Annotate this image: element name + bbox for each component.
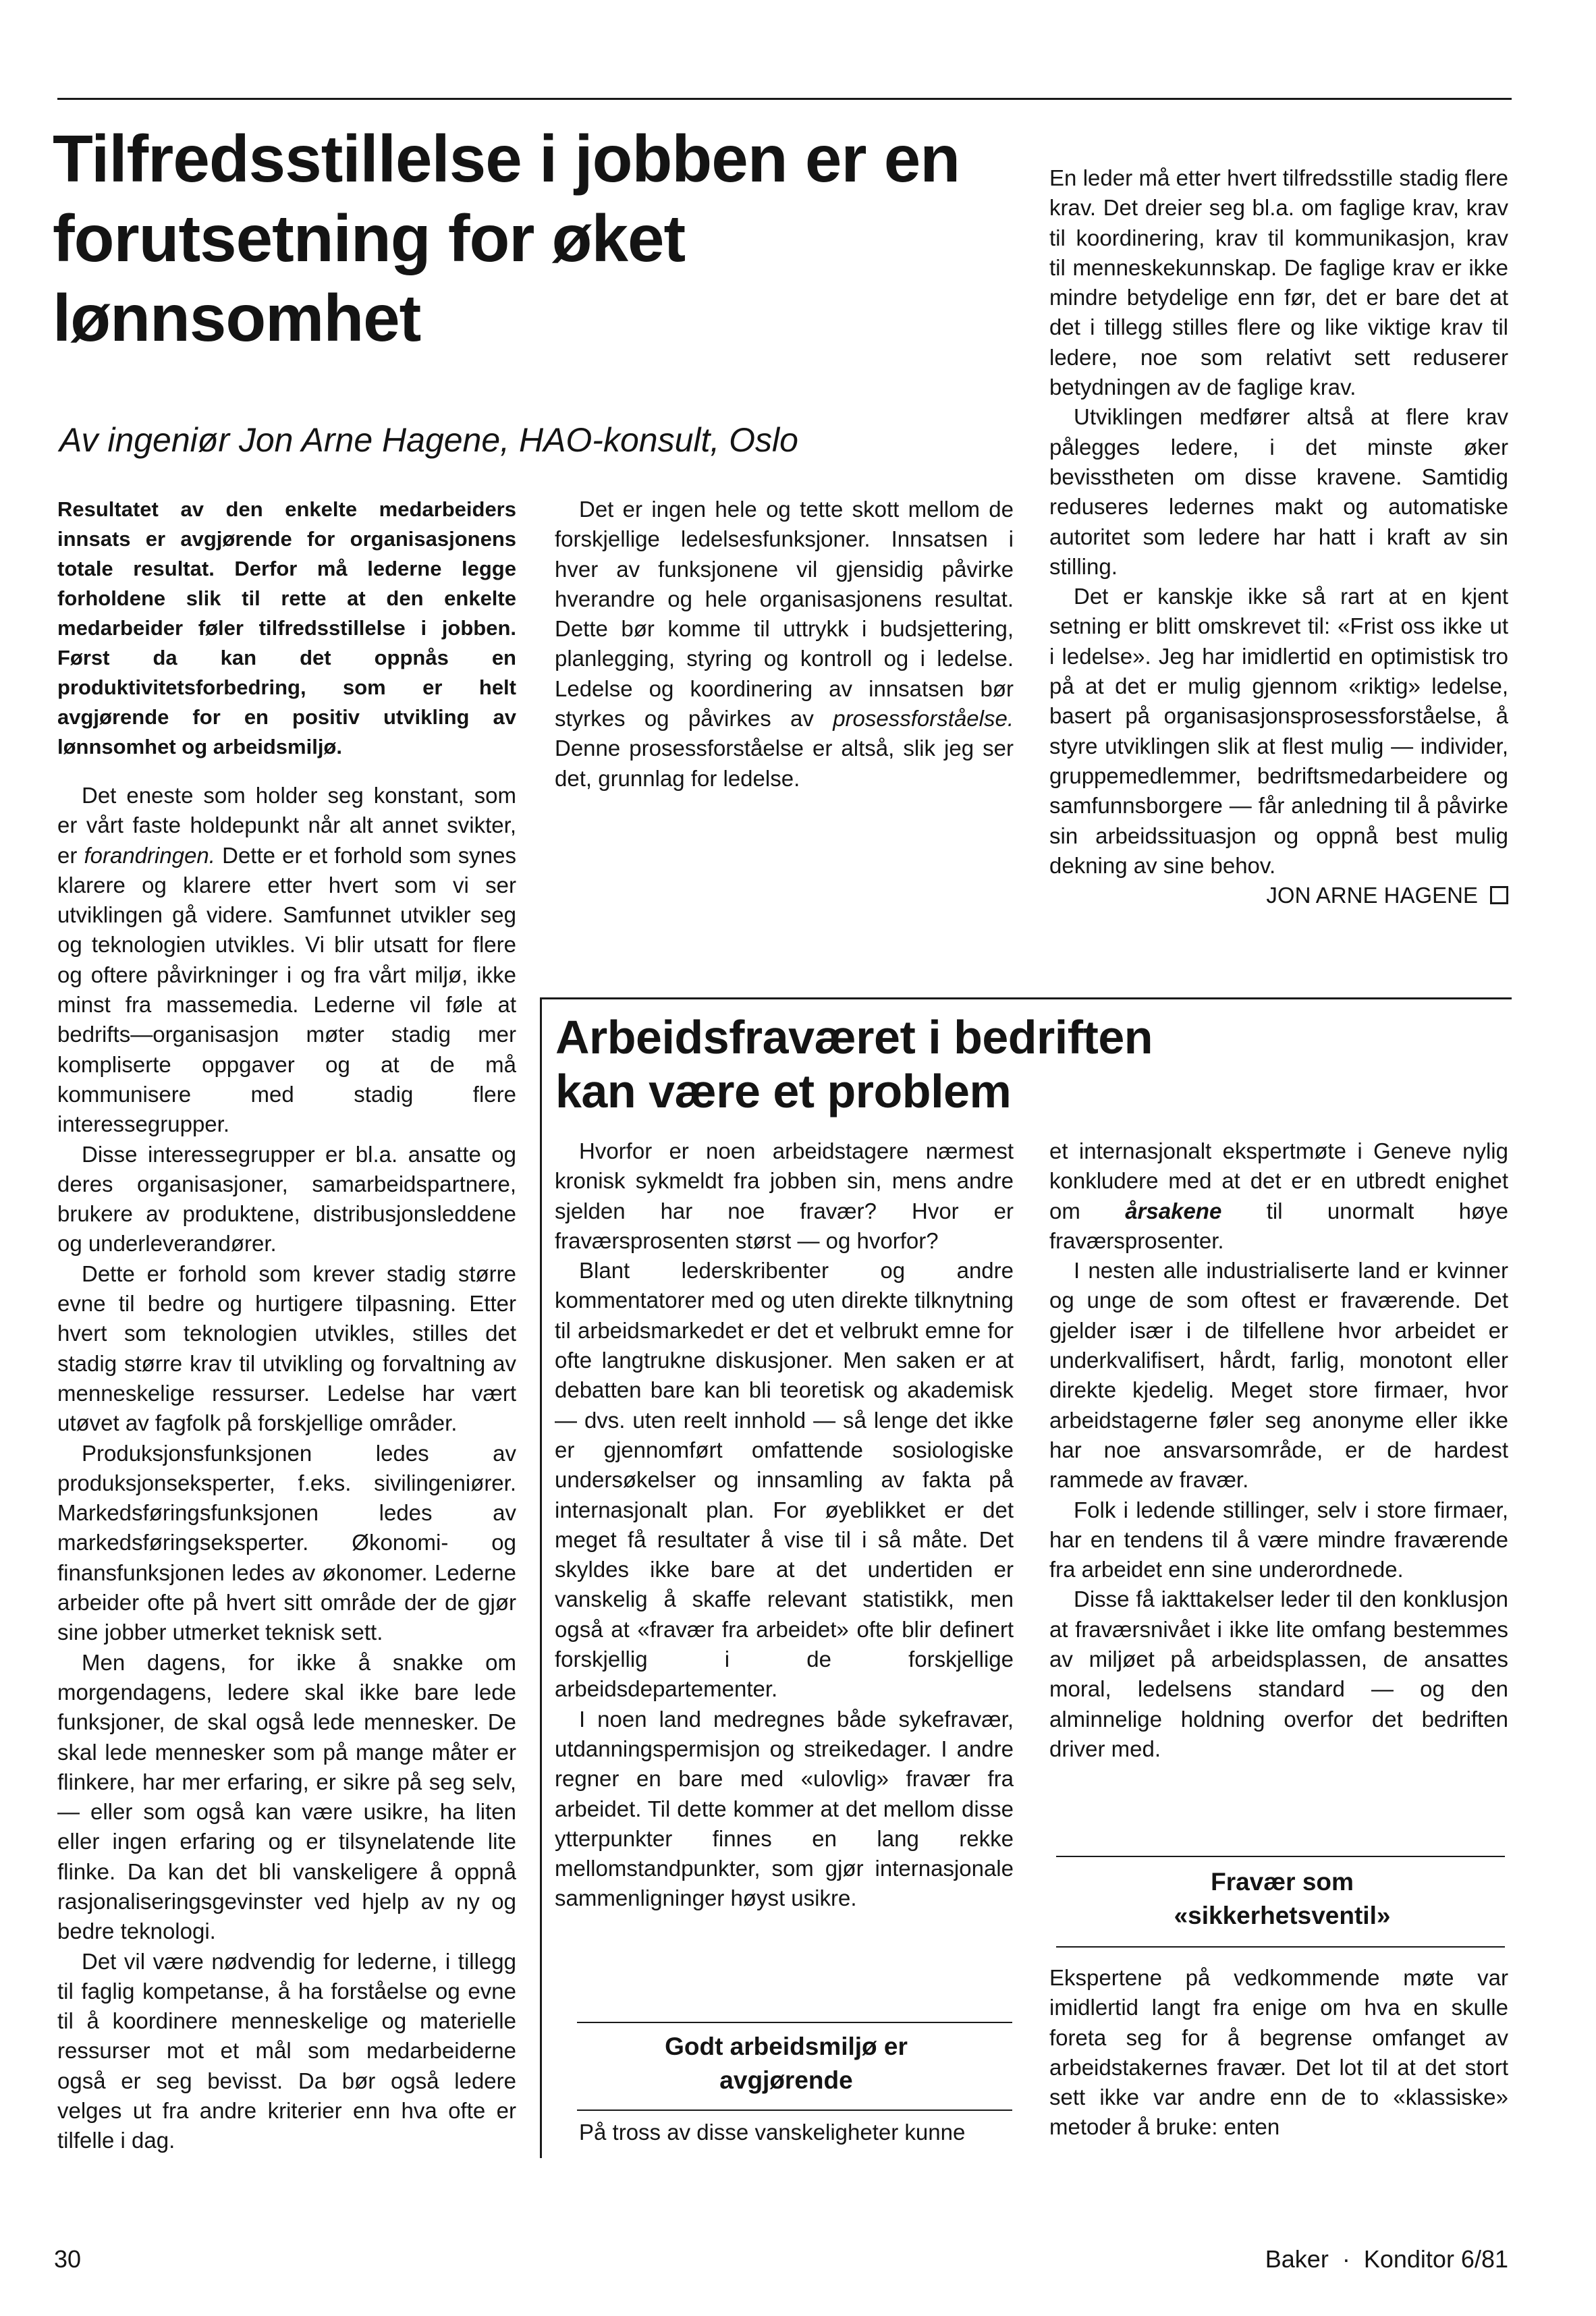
article2-subhead-2: Fravær som «sikkerhetsventil» <box>1174 1868 1391 1929</box>
article2-left-rule <box>540 997 542 2158</box>
article1-paragraph: Disse interessegrupper er bl.a. ansatte og deres organisasjoner, samarbeidspartnere, brukere av produktene, distribusjonsleddene og underleverandører. <box>57 1141 516 1257</box>
subhead-rule-bottom <box>1056 1946 1505 1948</box>
text-run: et internasjonalt ekspertmøte i Geneve nylig konkludere med at det er en utbredt enighet om <box>1049 1138 1508 1223</box>
article2-paragraph: Disse få iakttakelser leder til den konklusjon at fraværsnivået i ikke lite omfang bestemmes av miljøet på arbeidsplassen, de ansattes moral, ledelsens standard — og den alminnelige holdning overfor det bedriften driver med. <box>1049 1587 1508 1761</box>
article2-paragraph: I nesten alle industrialiserte land er kvinner og unge de som oftest er fraværende. Det gjelder især i de tilfellene hvor arbeidet er underkvalifisert, hårdt, farlig, monotont eller direkte kjedelig. Meget store firmaer, hvor arbeidstagerne føler seg anonyme eller ikke har noe ansvarsområde, er de hardest rammede av fravær. <box>1049 1258 1508 1493</box>
article2-top-rule <box>540 997 1512 999</box>
article2-paragraph: I noen land medregnes både sykefravær, utdanningspermisjon og streikedager. I andre regner en bare med «ulovlig» fravær fra arbeidet. Til dette kommer at det mellom disse ytterpunkter finnes en lang rekke mellomstandpunkter, som gjør internasjonale sammenligninger høyst usikre. <box>555 1706 1014 1911</box>
article2-paragraph <box>1049 1136 1508 1256</box>
article1-paragraph: Men dagens, for ikke å snakke om morgendagens, ledere skal ikke bare lede funksjoner, de skal også lede mennesker. De skal lede mennesker som på mange måter er flinkere, har mer erfaring, er sikre på seg selv, — eller som også kan være usikre, ha liten eller ingen erfaring og er tilsynelatende lite flinke. Da kan det bli vanskeligere å oppnå rasjonaliseringsgevinster ved hjelp av ny og bedre teknologi. <box>57 1649 516 1944</box>
emphasis-text: årsakene <box>1125 1198 1222 1223</box>
article1-paragraph: Det vil være nødvendig for lederne, i tillegg til faglig kompetanse, å ha forståelse og evne til å koordinere menneskelige og materielle ressurser mot et mål som medarbeiderne også er seg bevisst. Da bør også ledere velges ut fra andre kriterier enn hva ofte er tilfelle i dag. <box>57 1948 516 2153</box>
text-run: Denne prosessforståelse er altså, slik jeg ser det, grunnlag for ledelse. <box>555 736 1014 791</box>
article1-byline: Av ingeniør Jon Arne Hagene, HAO-konsult, Oslo <box>59 421 798 459</box>
text-run: Det er ingen hele og tette skott mellom de forskjellige ledelsesfunksjoner. Innsatsen i hver av funksjonene vil gjensidig påvirke hverandre og hele organisasjonens resultat. Dette bør komme til uttrykk i budsjettering, planlegging, styring og kontroll og i ledelse. Ledelse og koordinering av innsatsen bør styrkes og påvirkes av <box>555 497 1014 732</box>
article1-paragraph: Produksjonsfunksjonen ledes av produksjonseksperter, f.eks. sivilingeniører. Markedsføringsfunksjonen ledes av markedsføringseksperter. Økonomi- og finansfunksjonen ledes av økonomer. Lederne arbeider ofte på hvert sitt område der de gjør sine jobber utmerket teknisk sett. <box>57 1440 516 1645</box>
article2-paragraph: Hvorfor er noen arbeidstagere nærmest kronisk sykmeldt fra jobben sin, mens andre sjelden har noe fravær? Hvor er fraværsprosenten størst — og hvorfor? <box>555 1138 1014 1253</box>
subhead-rule-top <box>1056 1856 1505 1857</box>
text-run: til unormalt høye fraværsprosenter. <box>1049 1198 1508 1253</box>
publication-name <box>1265 2246 1508 2273</box>
article2-paragraph: Blant lederskribenter og andre kommentatorer med og uten direkte tilknytning til arbeidsmarkedet er det et velbrukt emne for ofte langtrukne diskusjoner. Men saken er at debatten bare kan bli teoretisk og akademisk — dvs. uten reelt innhold — så lenge det ikke er gjennomført omfattende sosiologiske undersøkelser og innsamling av fakta på internasjonalt plan. For øyeblikket er det meget få resultater å vise til i så måte. Det skyldes ikke bare at det undertiden er vanskelig å skaffe relevant statistikk, men også at «fravær fra arbeidet» ofte blir definert forskjellig i de forskjellige arbeidsdepartementer. <box>555 1258 1014 1702</box>
article2-column-right <box>1049 1136 1508 1764</box>
article1-paragraph <box>57 781 516 1140</box>
subhead-rule-top <box>577 2022 1012 2023</box>
article2-paragraph: På tross av disse vanskeligheter kunne <box>579 2120 966 2145</box>
article1-paragraph: Dette er forhold som krever stadig større evne til bedre og hurtigere tilpasning. Etter hvert som teknologien utvikles, stilles det stadig større krav til utvikling og forvaltning av menneskelige ressurser. Ledelse har vært utøvet av fagfolk på forskjellige områder. <box>57 1261 516 1436</box>
article1-paragraph <box>555 495 1014 794</box>
publication-title: Baker <box>1265 2245 1329 2273</box>
article2-subhead-1: Godt arbeidsmiljø er avgjørende <box>665 2033 908 2094</box>
end-mark-icon <box>1490 886 1508 904</box>
emphasis-text: forandringen. <box>84 842 215 868</box>
article1-column-2 <box>555 495 1014 794</box>
top-rule <box>57 98 1512 100</box>
publication-issue: Konditor 6/81 <box>1363 2245 1508 2273</box>
author-signature <box>1049 881 1508 910</box>
article2-column-right-tail <box>1049 1963 1508 2143</box>
separator-dot: · <box>1342 2245 1350 2273</box>
article1-paragraph: Utviklingen medfører altså at flere krav pålegges ledere, i det minste øker bevisstheten om disse kravene. Samtidig reduseres ledernes makt og automatiske autoritet som ledere har hatt i kraft av sin stilling. <box>1049 404 1508 579</box>
article2-paragraph: Ekspertene på vedkommende møte var imidlertid langt fra enige om hva en skulle foreta seg for å begrense omfanget av arbeidstakernes fravær. Det lot til at det stort sett ikke var andre enn de to «klassiske» metoder å bruke: enten <box>1049 1965 1508 2140</box>
article2-paragraph: Folk i ledende stillinger, selv i store firmaer, har en tendens til å være mindre fraværende fra arbeidet enn sine underordnede. <box>1049 1497 1508 1582</box>
article2-headline: Arbeidsfraværet i bedriften kan være et problem <box>555 1011 1153 1118</box>
article1-column-3 <box>1049 163 1508 910</box>
article1-headline: Tilfredsstillelse i jobben er en forutsetning for øket lønnsomhet <box>53 121 960 355</box>
text-run: Det eneste som holder seg konstant, som er vårt faste holdepunkt når alt annet svikter, er <box>57 783 516 868</box>
article2-column-middle-tail <box>555 2118 1014 2147</box>
article1-paragraph: En leder må etter hvert tilfredsstille stadig flere krav. Det dreier seg bl.a. om faglige krav, krav til koordinering, krav til kommunikasjon, krav til menneskekunnskap. De faglige krav er ikke mindre betydelige enn før, det er bare det at det i tillegg stilles flere og like viktige krav til ledere, noe som relativt sett reduserer betydningen av de faglige krav. <box>1049 165 1508 400</box>
emphasis-text: prosessforståelse. <box>833 706 1014 732</box>
signature-text: JON ARNE HAGENE <box>1266 883 1478 908</box>
page-number: 30 <box>54 2245 82 2273</box>
subhead-rule-bottom <box>577 2110 1012 2111</box>
text-run: Dette er et forhold som synes klarere og klarere etter hvert som vi ser utviklingen gå videre. Samfunnet utvikler seg og teknologien utvikles. Vi blir utsatt for flere og oftere påvirkninger i og fra vårt miljø, ikke minst fra massemedia. Lederne vil føle at bedrifts—organisasjon møter stadig mer kompliserte oppgaver og at de må kommunisere med stadig flere interessegrupper. <box>57 842 516 1137</box>
article1-column-1 <box>57 495 516 2156</box>
article1-paragraph: Det er kanskje ikke så rart at en kjent setning er blitt omskrevet til: «Frist oss ikke ut i ledelse». Jeg har imidlertid en optimistisk tro på at det er mulig gjennom «riktig» ledelse, basert på organisasjonsprosessforståelse, å styre utviklingen slik at flest mulig — individer, gruppemedlemmer, bedriftsmedarbeidere og samfunnsborgere — får anledning til å påvirke sin arbeidssituasjon og oppnå best mulig dekning av sine behov. <box>1049 584 1508 878</box>
article2-column-middle <box>555 1136 1014 1914</box>
article1-lead: Resultatet av den enkelte medarbeiders innsats er avgjørende for organisasjonens totale resultat. Derfor må lederne legge forholdene slik til rette at den enkelte medarbeider føler tilfredsstillelse i jobben. Først da kan det oppnås en produktivitetsforbedring, som er helt avgjørende for en positiv utvikling av lønnsomhet og arbeidsmiljø. <box>57 497 516 759</box>
